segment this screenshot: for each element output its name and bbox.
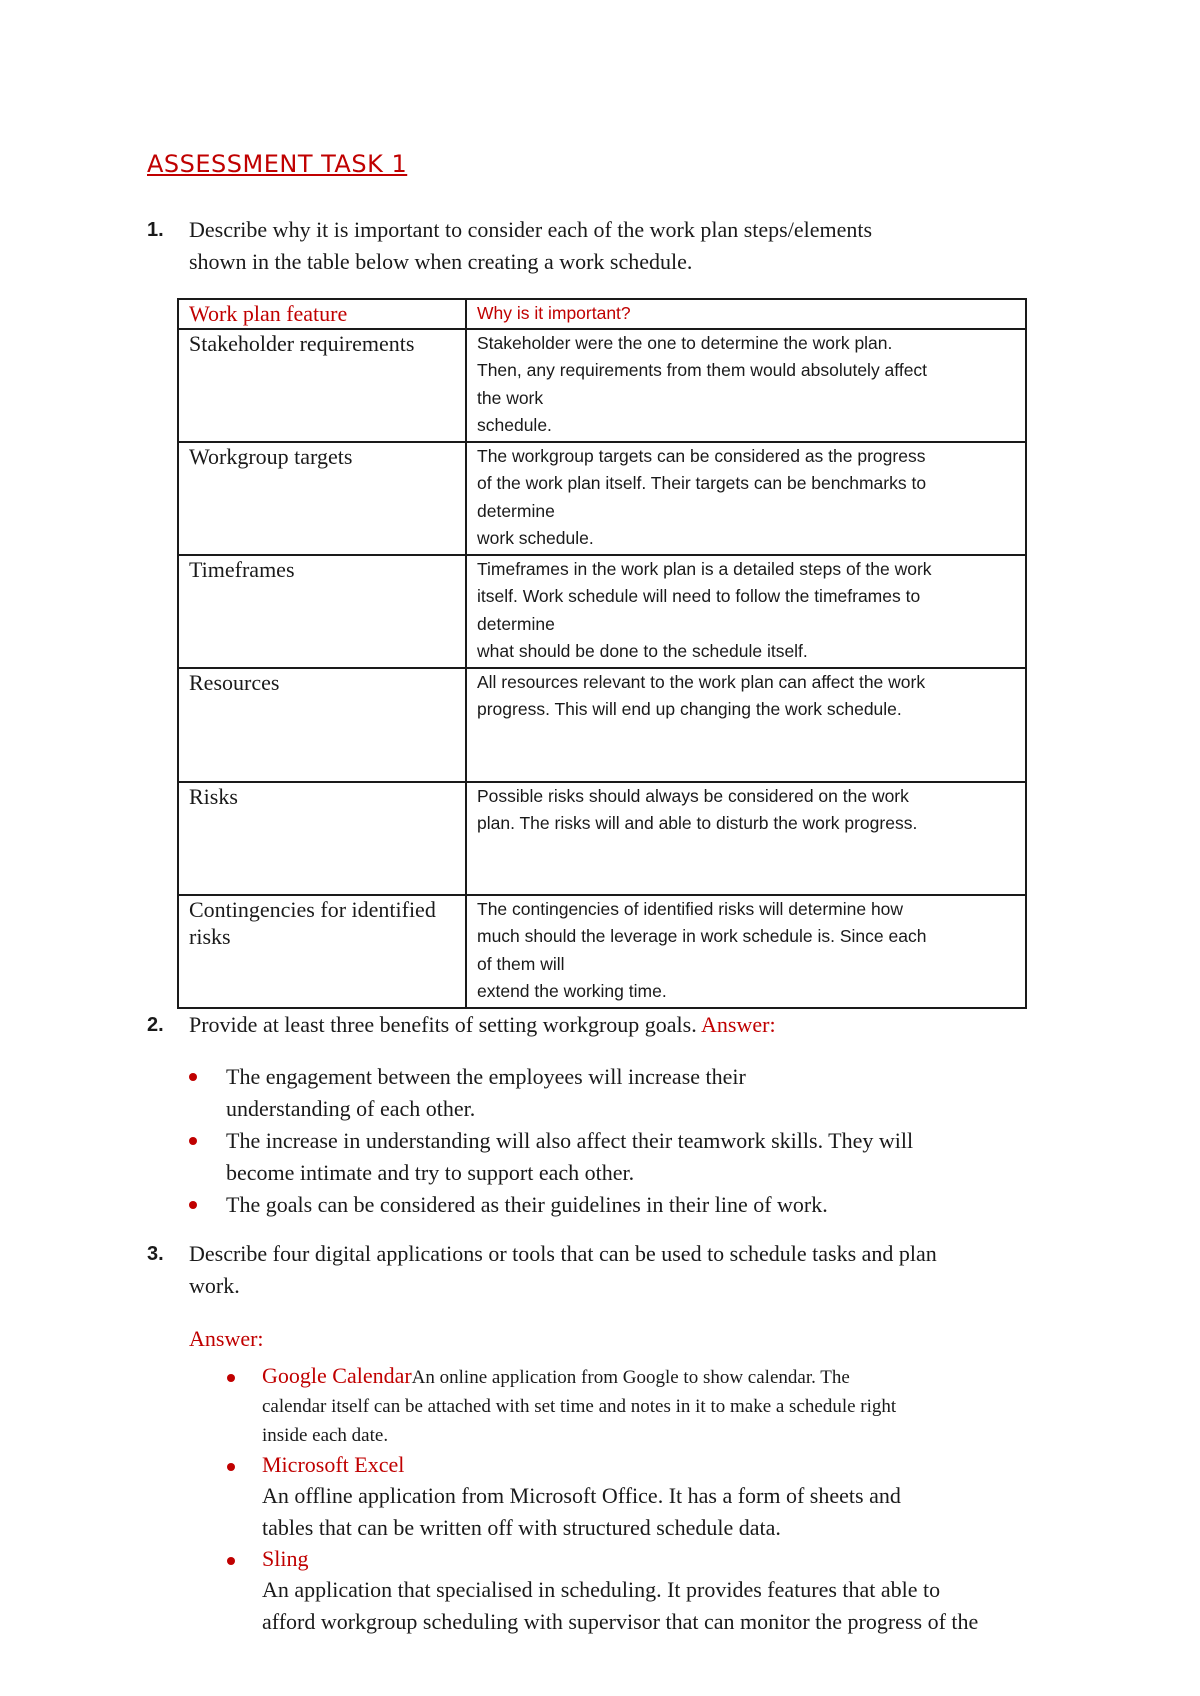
question-3 (147, 1238, 937, 1302)
list-item-line: The goals can be considered as their guidelines in their line of work. (226, 1192, 828, 1217)
why-line: what should be done to the schedule itself. (477, 641, 808, 661)
why-line: Possible risks should always be considered on the work (477, 785, 909, 806)
why-line: determine (477, 613, 555, 634)
table-row (178, 329, 1026, 442)
question-number: 1. (147, 219, 164, 241)
answer-label: Answer: (189, 1326, 264, 1351)
app-desc-line: inside each date. (262, 1425, 389, 1446)
page-title: ASSESSMENT TASK 1 (147, 150, 408, 178)
question-text: Provide at least three benefits of setting workgroup goals. (189, 1012, 697, 1037)
feature-cell: Timeframes (178, 555, 466, 668)
why-line: much should the leverage in work schedule is. Since each (477, 926, 927, 946)
why-cell (466, 555, 1026, 668)
why-cell (466, 442, 1026, 555)
list-item-line: The engagement between the employees will increase their (226, 1064, 746, 1089)
why-cell (466, 782, 1026, 895)
list-item-line: understanding of each other. (226, 1096, 476, 1121)
why-cell (466, 895, 1026, 1008)
list-item-line: become intimate and try to support each other. (226, 1160, 635, 1185)
list-item (220, 1544, 1080, 1638)
why-line: plan. The risks will and able to disturb the work progress. (477, 813, 918, 833)
benefits-list (185, 1061, 913, 1221)
feature-cell: Resources (178, 668, 466, 782)
table-row (178, 782, 1026, 895)
app-desc-line: calendar itself can be attached with set time and notes in it to make a schedule right (262, 1396, 897, 1417)
answer-label: Answer: (701, 1012, 776, 1037)
question-text-line: Describe four digital applications or tools that can be used to schedule tasks and plan (189, 1241, 937, 1266)
question-2 (147, 1009, 776, 1041)
list-item (220, 1361, 1080, 1450)
why-line: of them will (477, 953, 565, 974)
why-line: schedule. (477, 415, 552, 435)
question-text-line: shown in the table below when creating a work schedule. (189, 249, 693, 274)
table-row (178, 895, 1026, 1008)
why-line: of the work plan itself. Their targets can be benchmarks to (477, 473, 927, 493)
why-line: Then, any requirements from them would absolutely affect (477, 360, 928, 380)
why-line: progress. This will end up changing the work schedule. (477, 699, 902, 719)
app-desc-line: tables that can be written off with structured schedule data. (262, 1515, 781, 1540)
why-line: Stakeholder were the one to determine the work plan. (477, 332, 893, 353)
list-item-line: The increase in understanding will also affect their teamwork skills. They will (226, 1128, 914, 1153)
why-line: work schedule. (477, 528, 594, 548)
why-line: the work (477, 387, 544, 408)
question-text-line (189, 1009, 776, 1041)
why-line: extend the working time. (477, 981, 667, 1001)
question-text-line: work. (189, 1273, 240, 1298)
question-number: 2. (147, 1014, 164, 1036)
question-text-line: Describe why it is important to consider each of the work plan steps/elements (189, 217, 873, 242)
app-name: Sling (262, 1546, 309, 1571)
why-line: determine (477, 500, 555, 521)
table-header-row (178, 299, 1026, 329)
feature-cell: Contingencies for identified risks (178, 895, 466, 1008)
app-desc-line: afford workgroup scheduling with supervisor that can monitor the progress of the (262, 1609, 979, 1634)
app-inline-desc: An online application from Google to show calendar. The (411, 1367, 850, 1388)
why-line: The contingencies of identified risks will determine how (477, 898, 904, 919)
question-number: 3. (147, 1243, 164, 1265)
list-item (185, 1061, 913, 1125)
question-1 (147, 214, 872, 278)
why-cell (466, 668, 1026, 782)
why-line: itself. Work schedule will need to follow the timeframes to (477, 586, 921, 606)
work-plan-table (177, 298, 1027, 1009)
list-item (220, 1450, 1080, 1544)
why-line: Timeframes in the work plan is a detailed steps of the work (477, 558, 932, 579)
header-feature: Work plan feature (178, 299, 466, 329)
app-name: Google Calendar (262, 1363, 412, 1388)
app-first-line (262, 1361, 1080, 1392)
list-item (185, 1125, 913, 1189)
why-line: All resources relevant to the work plan can affect the work (477, 671, 926, 692)
feature-cell: Risks (178, 782, 466, 895)
apps-list (220, 1361, 1080, 1638)
table-row (178, 442, 1026, 555)
app-desc-line: An application that specialised in scheduling. It provides features that able to (262, 1577, 941, 1602)
app-desc-line: An offline application from Microsoft Office. It has a form of sheets and (262, 1483, 901, 1508)
list-item (185, 1189, 913, 1221)
answer-heading (147, 1323, 264, 1355)
why-cell (466, 329, 1026, 442)
feature-cell: Workgroup targets (178, 442, 466, 555)
table-row (178, 555, 1026, 668)
header-why: Why is it important? (466, 299, 1026, 329)
table-row (178, 668, 1026, 782)
app-name: Microsoft Excel (262, 1452, 405, 1477)
why-line: The workgroup targets can be considered as the progress (477, 445, 926, 466)
feature-cell: Stakeholder requirements (178, 329, 466, 442)
